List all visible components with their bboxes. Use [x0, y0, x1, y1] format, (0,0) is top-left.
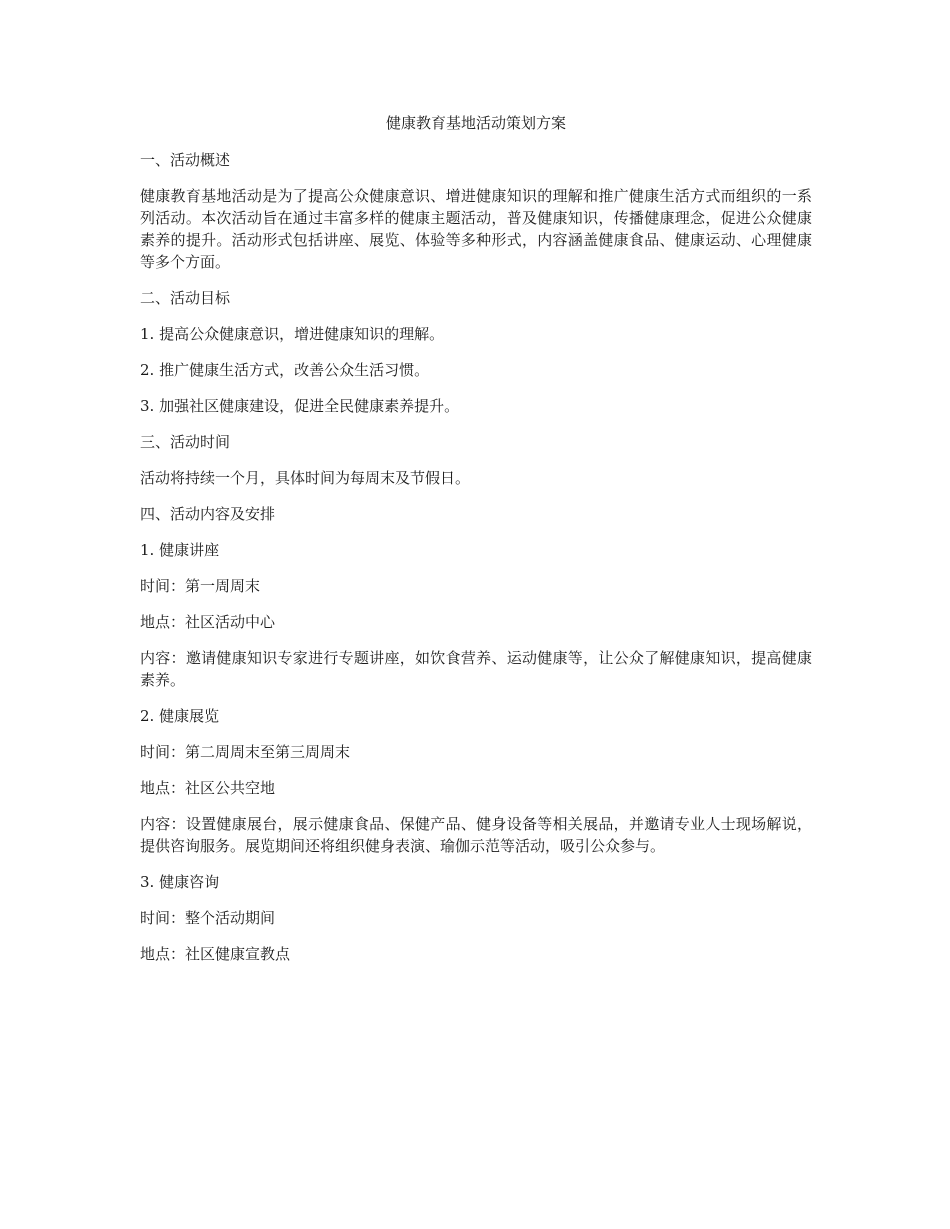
lecture-time: 时间：第一周周末 [140, 577, 261, 595]
exhibition-location: 地点：社区公共空地 [140, 779, 276, 797]
lecture-location: 地点：社区活动中心 [140, 613, 276, 631]
consultation-time: 时间：整个活动期间 [140, 909, 276, 927]
section-heading-time: 三、活动时间 [140, 433, 231, 451]
subheading-lecture: 1. 健康讲座 [140, 541, 220, 559]
goal-item-3: 3. 加强社区健康建设，促进全民健康素养提升。 [140, 397, 460, 415]
document-title: 健康教育基地活动策划方案 [385, 114, 566, 132]
consultation-location: 地点：社区健康宣教点 [140, 945, 291, 963]
section-heading-goals: 二、活动目标 [140, 289, 231, 307]
paragraph-time: 活动将持续一个月，具体时间为每周末及节假日。 [140, 469, 471, 487]
paragraph-overview: 健康教育基地活动是为了提高公众健康意识、增进健康知识的理解和推广健康生活方式而组织的一系列活动。本次活动旨在通过丰富多样的健康主题活动，普及健康知识，传播健康理念，促进公众健康素养的提升。活动形式包括讲座、展览、体验等多种形式，内容涵盖健康食品、健康运动、心理健康等多个方面。 [140, 187, 812, 271]
subheading-exhibition: 2. 健康展览 [140, 707, 220, 725]
goal-item-1: 1. 提高公众健康意识，增进健康知识的理解。 [140, 325, 445, 343]
document-page [140, 111, 812, 979]
exhibition-time: 时间：第二周周末至第三周周末 [140, 743, 351, 761]
section-heading-overview: 一、活动概述 [140, 151, 231, 169]
exhibition-content: 内容：设置健康展台，展示健康食品、保健产品、健身设备等相关展品，并邀请专业人士现场解说，提供咨询服务。展览期间还将组织健身表演、瑜伽示范等活动，吸引公众参与。 [140, 815, 812, 855]
lecture-content: 内容：邀请健康知识专家进行专题讲座，如饮食营养、运动健康等，让公众了解健康知识，提高健康素养。 [140, 649, 812, 689]
section-heading-content: 四、活动内容及安排 [140, 505, 276, 523]
subheading-consultation: 3. 健康咨询 [140, 873, 220, 891]
goal-item-2: 2. 推广健康生活方式，改善公众生活习惯。 [140, 361, 430, 379]
